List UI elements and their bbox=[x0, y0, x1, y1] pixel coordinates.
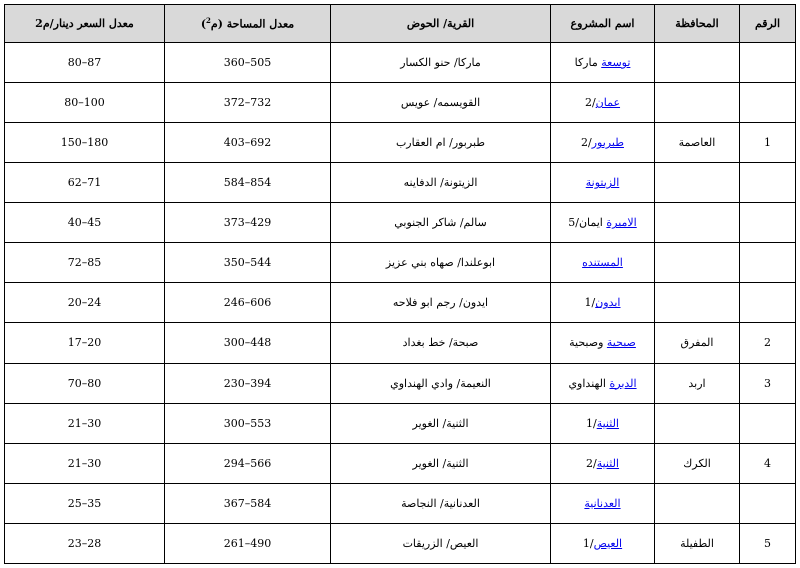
cell-average-price bbox=[5, 363, 165, 403]
project-link[interactable]: العدنانية bbox=[584, 496, 621, 510]
area-value: 300–448 bbox=[223, 336, 272, 350]
project-link[interactable]: عمان bbox=[595, 96, 621, 110]
cell-governorate bbox=[655, 243, 740, 283]
projects-table bbox=[4, 4, 796, 564]
cell-average-area bbox=[165, 163, 331, 203]
cell-average-area bbox=[165, 483, 331, 523]
cell-governorate: اربد bbox=[655, 363, 740, 403]
area-value: 360–505 bbox=[223, 56, 272, 69]
cell-average-price bbox=[5, 483, 165, 523]
cell-project-name bbox=[551, 403, 655, 443]
cell-governorate bbox=[655, 43, 740, 83]
cell-average-area bbox=[165, 83, 331, 123]
cell-governorate bbox=[655, 483, 740, 523]
project-link[interactable]: العيص bbox=[593, 536, 623, 550]
header-average-price: معدل السعر دينار/م2 bbox=[5, 5, 165, 43]
table-row bbox=[5, 483, 796, 523]
cell-governorate bbox=[655, 203, 740, 243]
cell-village-basin: الزيتونة/ الدفاينه bbox=[331, 163, 551, 203]
cell-village-basin: صبحة/ خط بغداد bbox=[331, 323, 551, 363]
table-row bbox=[5, 123, 796, 163]
cell-project-name bbox=[551, 483, 655, 523]
project-link[interactable]: توسعة bbox=[601, 56, 631, 69]
cell-average-price bbox=[5, 243, 165, 283]
cell-average-price bbox=[5, 43, 165, 83]
table-row bbox=[5, 203, 796, 243]
cell-village-basin: الثنية/ الغوير bbox=[331, 443, 551, 483]
area-value: 230–394 bbox=[223, 376, 272, 390]
cell-number bbox=[740, 483, 796, 523]
price-value: 80–100 bbox=[64, 96, 105, 110]
table-row bbox=[5, 163, 796, 203]
cell-average-price bbox=[5, 443, 165, 483]
area-value: 300–553 bbox=[223, 416, 272, 430]
project-suffix: ماركا bbox=[574, 56, 602, 69]
cell-number bbox=[740, 43, 796, 83]
header-village-basin: القرية/ الحوض bbox=[331, 5, 551, 43]
area-value: 367–584 bbox=[223, 496, 272, 510]
cell-number bbox=[740, 403, 796, 443]
price-value: 40–45 bbox=[67, 216, 102, 230]
cell-average-price bbox=[5, 203, 165, 243]
cell-average-area bbox=[165, 523, 331, 563]
cell-number: 3 bbox=[740, 363, 796, 403]
cell-village-basin: العيص/ الزريقات bbox=[331, 523, 551, 563]
table-row bbox=[5, 83, 796, 123]
project-link[interactable]: الزيتونة bbox=[585, 176, 620, 190]
cell-village-basin: القويسمه/ عويس bbox=[331, 83, 551, 123]
area-value: 372–732 bbox=[223, 96, 272, 110]
cell-average-price bbox=[5, 123, 165, 163]
header-number: الرقم bbox=[740, 5, 796, 43]
price-value: 72–85 bbox=[67, 256, 102, 270]
cell-project-name bbox=[551, 83, 655, 123]
project-link[interactable]: الاميرة bbox=[606, 216, 637, 230]
cell-governorate bbox=[655, 163, 740, 203]
cell-number bbox=[740, 243, 796, 283]
project-suffix: /1 bbox=[586, 416, 597, 430]
project-suffix: /1 bbox=[582, 536, 594, 550]
cell-average-area bbox=[165, 123, 331, 163]
area-value: 261–490 bbox=[223, 536, 272, 550]
price-value: 80–87 bbox=[67, 56, 102, 69]
project-link[interactable]: المستنده bbox=[582, 256, 623, 270]
project-suffix: الهنداوي bbox=[568, 376, 610, 390]
cell-village-basin: ماركا/ حنو الكسار bbox=[331, 43, 551, 83]
cell-number: 2 bbox=[740, 323, 796, 363]
cell-number: 1 bbox=[740, 123, 796, 163]
cell-number: 4 bbox=[740, 443, 796, 483]
cell-project-name bbox=[551, 283, 655, 323]
price-value: 62–71 bbox=[67, 176, 102, 190]
price-value: 70–80 bbox=[67, 376, 102, 390]
cell-average-price bbox=[5, 323, 165, 363]
area-value: 350–544 bbox=[223, 256, 272, 270]
cell-governorate: الطفيلة bbox=[655, 523, 740, 563]
cell-village-basin: ابوعلندا/ صهاه بني عزيز bbox=[331, 243, 551, 283]
table-row bbox=[5, 443, 796, 483]
cell-average-area bbox=[165, 43, 331, 83]
price-value: 23–28 bbox=[67, 536, 102, 550]
area-value: 373–429 bbox=[223, 216, 272, 230]
cell-project-name bbox=[551, 203, 655, 243]
cell-average-area bbox=[165, 323, 331, 363]
cell-project-name bbox=[551, 243, 655, 283]
area-value: 246–606 bbox=[223, 296, 272, 310]
header-governorate: المحافظة bbox=[655, 5, 740, 43]
project-link[interactable]: الثنية bbox=[596, 416, 619, 430]
cell-village-basin: سالم/ شاكر الجنوبي bbox=[331, 203, 551, 243]
price-value: 21–30 bbox=[67, 416, 102, 430]
cell-village-basin: الثنية/ الغوير bbox=[331, 403, 551, 443]
cell-village-basin: ايدون/ رجم ابو فلاحه bbox=[331, 283, 551, 323]
cell-village-basin: النعيمة/ وادي الهنداوي bbox=[331, 363, 551, 403]
cell-average-price bbox=[5, 83, 165, 123]
project-link[interactable]: صبحية bbox=[606, 336, 636, 350]
table-row bbox=[5, 523, 796, 563]
cell-number: 5 bbox=[740, 523, 796, 563]
cell-governorate: المفرق bbox=[655, 323, 740, 363]
table-row bbox=[5, 323, 796, 363]
cell-governorate: العاصمة bbox=[655, 123, 740, 163]
price-value: 20–24 bbox=[67, 296, 102, 310]
cell-project-name bbox=[551, 363, 655, 403]
cell-average-area bbox=[165, 363, 331, 403]
header-project-name: اسم المشروع bbox=[551, 5, 655, 43]
cell-project-name bbox=[551, 443, 655, 483]
cell-average-area bbox=[165, 243, 331, 283]
cell-village-basin: طبربور/ ام العقارب bbox=[331, 123, 551, 163]
cell-number bbox=[740, 83, 796, 123]
price-value: 17–20 bbox=[67, 336, 102, 350]
project-link[interactable]: ايدون bbox=[595, 296, 621, 310]
cell-average-area bbox=[165, 403, 331, 443]
cell-project-name bbox=[551, 163, 655, 203]
cell-governorate bbox=[655, 283, 740, 323]
header-area-text: معدل المساحة (م bbox=[210, 17, 295, 31]
table-row bbox=[5, 403, 796, 443]
price-value: 150–180 bbox=[60, 136, 109, 150]
cell-governorate bbox=[655, 83, 740, 123]
project-link[interactable]: الثنية bbox=[596, 456, 619, 470]
cell-number bbox=[740, 283, 796, 323]
cell-average-area bbox=[165, 443, 331, 483]
header-area-superscript: 2 bbox=[206, 16, 211, 26]
header-row bbox=[5, 5, 796, 43]
project-suffix: /2 bbox=[584, 96, 596, 110]
table-row bbox=[5, 243, 796, 283]
header-average-area bbox=[165, 5, 331, 43]
project-link[interactable]: الدبرة bbox=[609, 376, 637, 390]
cell-average-price bbox=[5, 163, 165, 203]
price-value: 25–35 bbox=[67, 496, 102, 510]
price-value: 21–30 bbox=[67, 456, 102, 470]
cell-project-name bbox=[551, 323, 655, 363]
project-suffix: ايمان/5 bbox=[568, 216, 607, 230]
cell-project-name bbox=[551, 123, 655, 163]
cell-average-price bbox=[5, 523, 165, 563]
cell-governorate bbox=[655, 403, 740, 443]
cell-village-basin: العدنانية/ النجاصة bbox=[331, 483, 551, 523]
project-suffix: /2 bbox=[586, 456, 597, 470]
cell-average-area bbox=[165, 203, 331, 243]
cell-number bbox=[740, 203, 796, 243]
area-value: 403–692 bbox=[223, 136, 272, 150]
area-value: 584–854 bbox=[223, 176, 272, 190]
cell-governorate: الكرك bbox=[655, 443, 740, 483]
project-link[interactable]: طبربور bbox=[591, 136, 624, 150]
table-row bbox=[5, 363, 796, 403]
cell-number bbox=[740, 163, 796, 203]
project-suffix: /1 bbox=[584, 296, 596, 310]
cell-average-price bbox=[5, 403, 165, 443]
project-suffix: /2 bbox=[581, 136, 592, 150]
project-suffix: وصبحية bbox=[569, 336, 607, 350]
cell-average-price bbox=[5, 283, 165, 323]
table-row bbox=[5, 43, 796, 83]
area-value: 294–566 bbox=[223, 456, 272, 470]
cell-project-name bbox=[551, 523, 655, 563]
cell-project-name bbox=[551, 43, 655, 83]
cell-average-area bbox=[165, 283, 331, 323]
table-row bbox=[5, 283, 796, 323]
header-area-close: ) bbox=[200, 17, 207, 31]
